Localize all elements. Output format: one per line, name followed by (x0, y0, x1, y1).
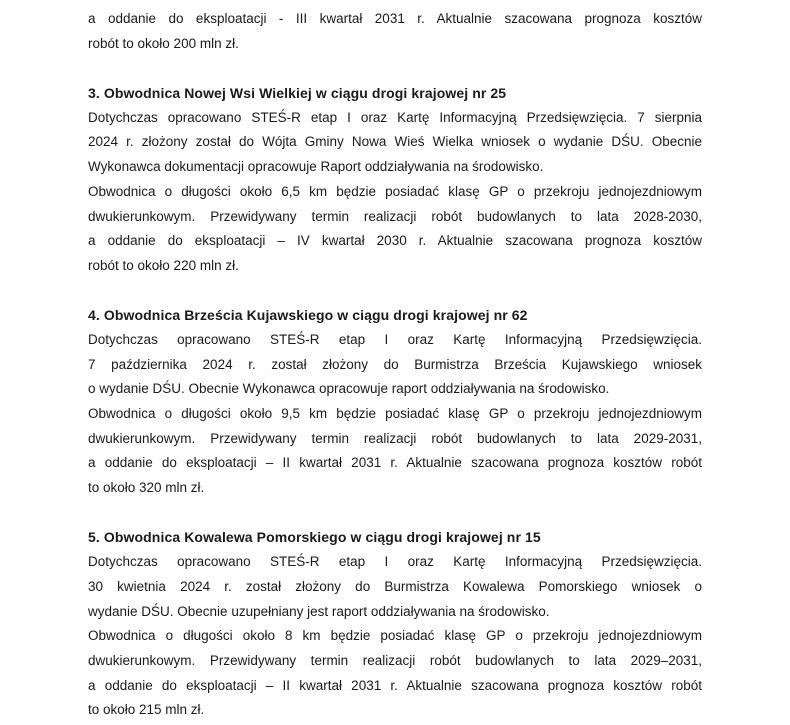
blank-line (88, 501, 702, 526)
blank-line (88, 279, 702, 304)
section-paragraph-2 (88, 624, 702, 723)
section-heading: 3. Obwodnica Nowej Wsi Wielkiej w ciągu drogi krajowej nr 25 (88, 85, 507, 102)
text-line: 30 kwietnia 2024 r. został złożony do Burmistrza Kowalewa Pomorskiego wniosek o (88, 578, 702, 594)
section-heading: 5. Obwodnica Kowalewa Pomorskiego w ciągu drogi krajowej nr 15 (88, 529, 541, 546)
text-line: dwukierunkowym. Przewidywany termin realizacji robót budowlanych to lata 2028-2030, (88, 208, 702, 224)
text-line: Obwodnica o długości około 8 km będzie posiadać klasę GP o przekroju jednojezdniowym (88, 628, 702, 644)
text-line: dwukierunkowym. Przewidywany termin realizacji robót budowlanych to lata 2029–2031, (88, 652, 702, 668)
text-line: Dotychczas opracowano STEŚ-R etap I oraz Kartę Informacyjną Przedsięwzięcia. 7 sierpnia (88, 109, 702, 125)
section-paragraph-2 (88, 180, 702, 279)
text-line: Wykonawca dokumentacji opracowuje Raport oddziaływania na środowisko. (88, 159, 544, 175)
text-line: robót to około 200 mln zł. (88, 35, 239, 51)
text-line: o wydanie DŚU. Obecnie Wykonawca opracowuje raport oddziaływania na środowisko. (88, 381, 610, 397)
section-4 (88, 303, 702, 501)
blank-line (88, 56, 702, 81)
section-heading: 4. Obwodnica Brześcia Kujawskiego w ciągu drogi krajowej nr 62 (88, 307, 528, 324)
text-line: dwukierunkowym. Przewidywany termin realizacji robót budowlanych to lata 2029-2031, (88, 430, 702, 446)
text-line: to około 320 mln zł. (88, 480, 205, 496)
intro-paragraph (88, 7, 702, 56)
text-line: robót to około 220 mln zł. (88, 257, 239, 273)
text-line: wydanie DŚU. Obecnie uzupełniany jest raport oddziaływania na środowisko. (88, 603, 550, 619)
text-line: Dotychczas opracowano STEŚ-R etap I oraz Kartę Informacyjną Przedsięwzięcia. (88, 554, 702, 570)
document-content (88, 7, 702, 723)
text-line: 7 października 2024 r. został złożony do Burmistrza Brześcia Kujawskiego wniosek (88, 356, 702, 372)
text-line: to około 215 mln zł. (88, 702, 205, 718)
text-line: Dotychczas opracowano STEŚ-R etap I oraz Kartę Informacyjną Przedsięwzięcia. (88, 331, 702, 347)
section-3 (88, 81, 702, 279)
text-line: a oddanie do eksploatacji – IV kwartał 2030 r. Aktualnie szacowana prognoza kosztów (88, 233, 702, 249)
section-paragraph-1 (88, 106, 702, 180)
section-paragraph-1 (88, 328, 702, 402)
text-line: Obwodnica o długości około 9,5 km będzie posiadać klasę GP o przekroju jednojezdniowym (88, 406, 702, 421)
text-line: a oddanie do eksploatacji – II kwartał 2031 r. Aktualnie szacowana prognoza kosztów robót (88, 677, 702, 693)
text-line: 2024 r. złożony został do Wójta Gminy Nowa Wieś Wielka wniosek o wydanie DŚU. Obecnie (88, 134, 702, 150)
text-line: a oddanie do eksploatacji – II kwartał 2031 r. Aktualnie szacowana prognoza kosztów robót (88, 455, 702, 471)
text-line: a oddanie do eksploatacji - III kwartał 2031 r. Aktualnie szacowana prognoza kosztów (88, 11, 702, 26)
text-line: Obwodnica o długości około 6,5 km będzie posiadać klasę GP o przekroju jednojezdniowym (88, 183, 702, 199)
section-paragraph-1 (88, 550, 702, 624)
section-paragraph-2 (88, 402, 702, 501)
section-5 (88, 525, 702, 723)
